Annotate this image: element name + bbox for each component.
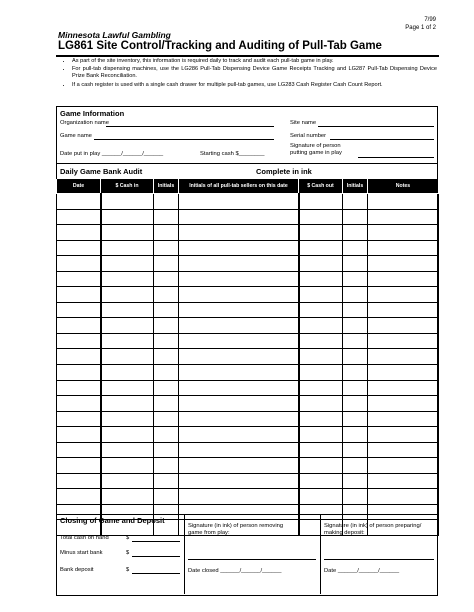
table-cell[interactable] [299, 380, 343, 396]
table-row [57, 458, 439, 474]
table-row [57, 333, 439, 349]
complete-in-ink-note: Complete in ink [256, 167, 312, 176]
table-cell[interactable] [154, 427, 179, 443]
signature-put-in-play-field[interactable] [358, 157, 434, 158]
table-cell[interactable] [343, 365, 368, 381]
table-cell[interactable] [343, 302, 368, 318]
sig-label-line: Signature (in ink) of person removing [188, 523, 284, 529]
table-cell[interactable] [57, 411, 101, 427]
table-cell[interactable] [179, 365, 299, 381]
signature-label-line: Signature of person [290, 143, 341, 149]
starting-cash-field[interactable]: Starting cash $________ [200, 151, 265, 157]
table-cell[interactable] [179, 349, 299, 365]
sig-remove-label [188, 523, 283, 537]
col-notes: Notes [368, 179, 439, 194]
table-cell[interactable] [299, 442, 343, 458]
table-cell[interactable] [101, 458, 154, 474]
minus-bank-field[interactable] [132, 556, 180, 557]
game-name-label: Game name [60, 133, 92, 139]
table-cell[interactable] [101, 411, 154, 427]
table-cell[interactable] [343, 349, 368, 365]
table-cell[interactable] [154, 396, 179, 412]
table-row [57, 287, 439, 303]
table-cell[interactable] [154, 287, 179, 303]
table-cell[interactable] [368, 225, 439, 241]
table-cell[interactable] [299, 240, 343, 256]
table-cell[interactable] [101, 225, 154, 241]
dollar-sign: $ [126, 567, 130, 573]
table-cell[interactable] [179, 411, 299, 427]
site-name-label: Site name [290, 120, 317, 126]
table-cell[interactable] [57, 225, 101, 241]
table-cell[interactable] [154, 349, 179, 365]
total-cash-label: Total cash on hand [60, 535, 109, 541]
table-cell[interactable] [343, 287, 368, 303]
closing-section [56, 514, 438, 596]
table-cell[interactable] [343, 194, 368, 210]
table-cell[interactable] [368, 302, 439, 318]
table-cell[interactable] [154, 194, 179, 210]
table-cell[interactable] [57, 473, 101, 489]
signature-put-in-play-label [290, 143, 342, 156]
table-cell[interactable] [101, 287, 154, 303]
table-cell[interactable] [57, 365, 101, 381]
sig-label-line: Signature (in ink) of person preparing/ [324, 523, 422, 529]
table-cell[interactable] [101, 333, 154, 349]
col-seller-initials: Initials of all pull-tab sellers on this date [179, 179, 299, 194]
table-cell[interactable] [299, 489, 343, 505]
table-row [57, 256, 439, 272]
table-cell[interactable] [179, 458, 299, 474]
table-cell[interactable] [343, 489, 368, 505]
table-cell[interactable] [57, 256, 101, 272]
table-cell[interactable] [343, 380, 368, 396]
table-cell[interactable] [154, 302, 179, 318]
table-cell[interactable] [299, 256, 343, 272]
table-cell[interactable] [154, 442, 179, 458]
table-cell[interactable] [299, 349, 343, 365]
page-number: Page 1 of 2 [405, 25, 436, 31]
table-cell[interactable] [154, 318, 179, 334]
table-cell[interactable] [299, 302, 343, 318]
table-cell[interactable] [299, 427, 343, 443]
table-cell[interactable] [368, 427, 439, 443]
table-cell[interactable] [343, 473, 368, 489]
audit-table [56, 179, 439, 536]
table-cell[interactable] [57, 271, 101, 287]
table-cell[interactable] [179, 427, 299, 443]
sig-label-line: game from play: [188, 530, 230, 536]
instruction-item: • As part of the site inventory, this information is required daily to track and audit each pull-tab game in play. [72, 58, 437, 65]
table-cell[interactable] [368, 489, 439, 505]
table-cell[interactable] [179, 256, 299, 272]
table-cell[interactable] [101, 365, 154, 381]
sig-deposit-field[interactable] [324, 559, 434, 560]
table-cell[interactable] [343, 396, 368, 412]
col-initials-in: Initials [154, 179, 179, 194]
table-cell[interactable] [179, 473, 299, 489]
table-cell[interactable] [179, 240, 299, 256]
table-cell[interactable] [57, 489, 101, 505]
page-header-right [405, 16, 436, 32]
table-cell[interactable] [154, 225, 179, 241]
table-cell[interactable] [299, 411, 343, 427]
minus-bank-label: Minus start bank [60, 550, 103, 556]
table-cell[interactable] [368, 318, 439, 334]
game-info-heading: Game Information [60, 109, 125, 118]
table-cell[interactable] [343, 427, 368, 443]
table-cell[interactable] [179, 489, 299, 505]
table-cell[interactable] [368, 240, 439, 256]
table-cell[interactable] [343, 411, 368, 427]
audit-heading: Daily Game Bank Audit [60, 167, 143, 176]
table-cell[interactable] [368, 271, 439, 287]
table-cell[interactable] [343, 318, 368, 334]
table-cell[interactable] [57, 349, 101, 365]
table-cell[interactable] [154, 473, 179, 489]
table-cell[interactable] [57, 333, 101, 349]
table-cell[interactable] [299, 194, 343, 210]
col-initials-out: Initials [343, 179, 368, 194]
table-cell[interactable] [368, 194, 439, 210]
form-revision-date: 7/99 [424, 17, 436, 23]
total-cash-field[interactable] [132, 541, 180, 542]
audit-body [57, 194, 439, 536]
table-cell[interactable] [179, 442, 299, 458]
table-cell[interactable] [101, 427, 154, 443]
bank-deposit-label: Bank deposit [60, 567, 94, 573]
deposit-date-field[interactable]: Date ______/______/______ [324, 568, 400, 574]
table-cell[interactable] [343, 271, 368, 287]
table-cell[interactable] [154, 411, 179, 427]
table-cell[interactable] [101, 194, 154, 210]
table-cell[interactable] [343, 225, 368, 241]
col-cash-out: $ Cash out [299, 179, 343, 194]
table-row [57, 349, 439, 365]
table-cell[interactable] [368, 458, 439, 474]
table-row [57, 225, 439, 241]
table-cell[interactable] [154, 271, 179, 287]
table-cell[interactable] [179, 318, 299, 334]
table-cell[interactable] [299, 287, 343, 303]
table-cell[interactable] [57, 302, 101, 318]
table-cell[interactable] [368, 287, 439, 303]
sig-remove-field[interactable] [188, 559, 316, 560]
table-cell[interactable] [57, 380, 101, 396]
table-cell[interactable] [57, 442, 101, 458]
table-cell[interactable] [101, 396, 154, 412]
date-in-play-field[interactable]: Date put in play ______/______/______ [60, 151, 164, 157]
table-cell[interactable] [57, 318, 101, 334]
table-row [57, 380, 439, 396]
game-name-field[interactable] [94, 139, 274, 140]
table-cell[interactable] [101, 473, 154, 489]
table-row [57, 318, 439, 334]
table-cell[interactable] [368, 333, 439, 349]
table-cell[interactable] [299, 396, 343, 412]
table-row [57, 427, 439, 443]
table-cell[interactable] [154, 240, 179, 256]
site-name-field[interactable] [318, 126, 434, 127]
instruction-item: • If a cash register is used with a single cash drawer for multiple pull-tab games, use LG283 Cash Register Cash Count Report. [72, 82, 437, 89]
table-cell[interactable] [368, 380, 439, 396]
table-row [57, 194, 439, 210]
audit-header-row [57, 179, 439, 194]
table-cell[interactable] [299, 225, 343, 241]
signature-label-line: putting game in play [290, 149, 342, 156]
table-cell[interactable] [179, 396, 299, 412]
table-cell[interactable] [101, 256, 154, 272]
table-cell[interactable] [101, 349, 154, 365]
section-divider [56, 163, 438, 164]
table-cell[interactable] [57, 427, 101, 443]
table-cell[interactable] [368, 396, 439, 412]
table-cell[interactable] [101, 209, 154, 225]
table-cell[interactable] [179, 209, 299, 225]
table-row [57, 209, 439, 225]
table-cell[interactable] [101, 442, 154, 458]
col-date: Date [57, 179, 101, 194]
org-name-field[interactable] [106, 126, 274, 127]
table-cell[interactable] [154, 209, 179, 225]
table-cell[interactable] [57, 396, 101, 412]
table-cell[interactable] [368, 349, 439, 365]
table-cell[interactable] [299, 271, 343, 287]
table-cell[interactable] [179, 287, 299, 303]
table-cell[interactable] [57, 458, 101, 474]
table-cell[interactable] [343, 458, 368, 474]
table-cell[interactable] [299, 333, 343, 349]
serial-number-label: Serial number [290, 133, 327, 139]
date-closed-field[interactable]: Date closed ______/______/______ [188, 568, 282, 574]
title-rule [56, 55, 439, 57]
table-cell[interactable] [179, 302, 299, 318]
table-cell[interactable] [343, 333, 368, 349]
table-cell[interactable] [299, 318, 343, 334]
col-cash-in: $ Cash in [101, 179, 154, 194]
table-cell[interactable] [368, 411, 439, 427]
table-row [57, 302, 439, 318]
table-row [57, 365, 439, 381]
table-cell[interactable] [299, 473, 343, 489]
dollar-sign: $ [126, 535, 130, 541]
table-cell[interactable] [101, 302, 154, 318]
table-cell[interactable] [299, 365, 343, 381]
table-row [57, 442, 439, 458]
table-cell[interactable] [343, 442, 368, 458]
org-name-label: Organization name [60, 120, 109, 126]
sig-label-line: making deposit: [324, 530, 365, 536]
table-cell[interactable] [368, 442, 439, 458]
table-row [57, 240, 439, 256]
table-cell[interactable] [154, 458, 179, 474]
table-cell[interactable] [179, 333, 299, 349]
table-cell[interactable] [299, 209, 343, 225]
table-cell[interactable] [57, 209, 101, 225]
table-cell[interactable] [154, 333, 179, 349]
table-row [57, 396, 439, 412]
bank-deposit-field[interactable] [132, 573, 180, 574]
table-cell[interactable] [179, 194, 299, 210]
table-cell[interactable] [101, 240, 154, 256]
table-cell[interactable] [101, 318, 154, 334]
table-cell[interactable] [343, 240, 368, 256]
table-cell[interactable] [101, 380, 154, 396]
table-cell[interactable] [154, 256, 179, 272]
table-cell[interactable] [57, 287, 101, 303]
table-cell[interactable] [179, 380, 299, 396]
instructions [58, 58, 437, 90]
table-cell[interactable] [57, 194, 101, 210]
table-cell[interactable] [101, 489, 154, 505]
table-cell[interactable] [299, 458, 343, 474]
table-cell[interactable] [368, 256, 439, 272]
table-cell[interactable] [368, 209, 439, 225]
table-cell[interactable] [179, 271, 299, 287]
table-cell[interactable] [179, 225, 299, 241]
table-cell[interactable] [154, 489, 179, 505]
table-cell[interactable] [57, 240, 101, 256]
table-cell[interactable] [368, 473, 439, 489]
table-row [57, 489, 439, 505]
closing-divider [184, 515, 185, 594]
closing-heading: Closing of Game and Deposit [60, 516, 165, 525]
closing-divider [320, 515, 321, 594]
table-cell[interactable] [101, 271, 154, 287]
table-cell[interactable] [154, 380, 179, 396]
form-title: LG861 Site Control/Tracking and Auditing of Pull-Tab Game [58, 40, 382, 52]
table-cell[interactable] [343, 256, 368, 272]
table-cell[interactable] [154, 365, 179, 381]
sig-deposit-label [324, 523, 421, 537]
table-cell[interactable] [368, 365, 439, 381]
dollar-sign: $ [126, 550, 130, 556]
organization-label: Minnesota Lawful Gambling [58, 30, 171, 40]
table-row [57, 411, 439, 427]
table-row [57, 473, 439, 489]
table-row [57, 271, 439, 287]
instruction-item: • For pull-tab dispensing machines, use the LG286 Pull-Tab Dispensing Device Game Receipts Tracking and LG287 Pull-Tab Dispensing Device Prize Bank Reconciliation. [72, 66, 437, 80]
serial-number-field[interactable] [330, 139, 434, 140]
table-cell[interactable] [343, 209, 368, 225]
